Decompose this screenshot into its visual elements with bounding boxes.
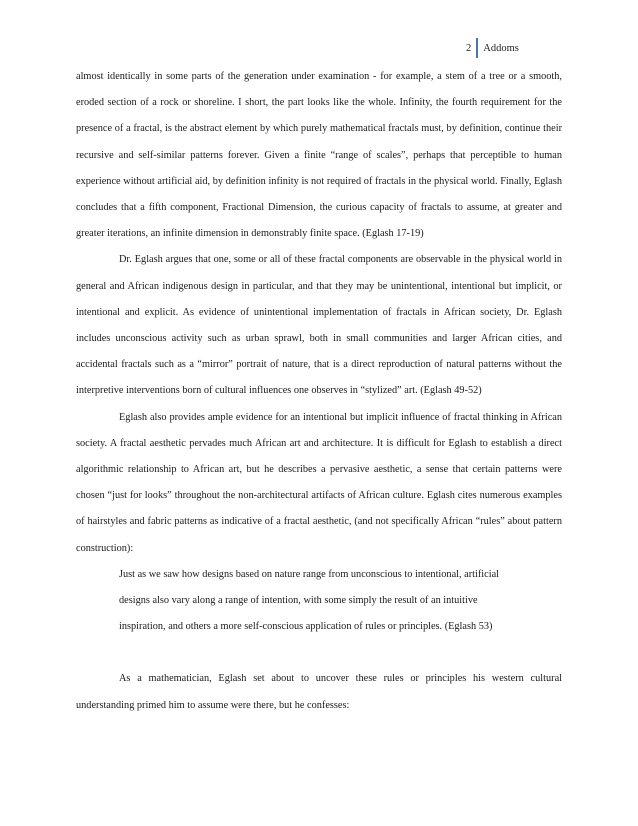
page-number: 2 bbox=[466, 42, 472, 54]
paragraph: Dr. Eglash argues that one, some or all of these fractal components are observable in the physical world in general and African indigenous design in particular, and that they may be unintentional, intentional but implicit, or intentional and explicit. As evidence of unintentional implementation of fractals in African society, Dr. Eglash includes unconscious activity such as urban sprawl, both in small communities and larger African cities, and accidental fractals such as a “mirror” portrait of nature, that is a direct reproduction of natural patterns without the interpretive interventions born of cultural influences one observes in “stylized” art. (Eglash 49-52) bbox=[76, 254, 562, 397]
page-header bbox=[466, 37, 519, 59]
paragraph: As a mathematician, Eglash set about to uncover these rules or principles his western cultural understanding primed him to assume were there, but he confesses: bbox=[76, 673, 562, 711]
paragraph: almost identically in some parts of the generation under examination - for example, a stem of a tree or a smooth, eroded section of a rock or shoreline. I short, the part looks like the whole. Infinity, the fourth requirement for the presence of a fractal, is the abstract element by which purely mathematical fractals must, by definition, continue their recursive and self-similar patterns forever. Given a finite “range of scales”, perhaps that perceptible to human experience without artificial aid, by definition infinity is not required of fractals in the physical world. Finally, Eglash concludes that a fifth component, Fractional Dimension, the curious capacity of fractals to assume, at greater and greater iterations, an infinite dimension in demonstrably finite space. (Eglash 17-19) bbox=[76, 71, 562, 240]
header-divider bbox=[476, 38, 478, 58]
body-text bbox=[76, 64, 562, 719]
header-author: Addoms bbox=[483, 42, 519, 54]
paragraph: Eglash also provides ample evidence for an intentional but implicit influence of fractal thinking in African society. A fractal aesthetic pervades much African art and architecture. It is difficult for Eglash to establish a direct algorithmic relationship to African art, but he describes a pervasive aesthetic, a sense that certain patterns were chosen “just for looks” throughout the non-architectural artifacts of African culture. Eglash cites numerous examples of hairstyles and fabric patterns as indicative of a fractal aesthetic, (and not specifically African “rules” about pattern construction): bbox=[76, 411, 562, 554]
paragraph-gap bbox=[76, 640, 562, 666]
block-quote: Just as we saw how designs based on nature range from unconscious to intentional, artificial designs also vary along a range of intention, with some simply the result of an intuitive inspiration, and others a more self-conscious application of rules or principles. (Eglash 53) bbox=[119, 568, 500, 633]
